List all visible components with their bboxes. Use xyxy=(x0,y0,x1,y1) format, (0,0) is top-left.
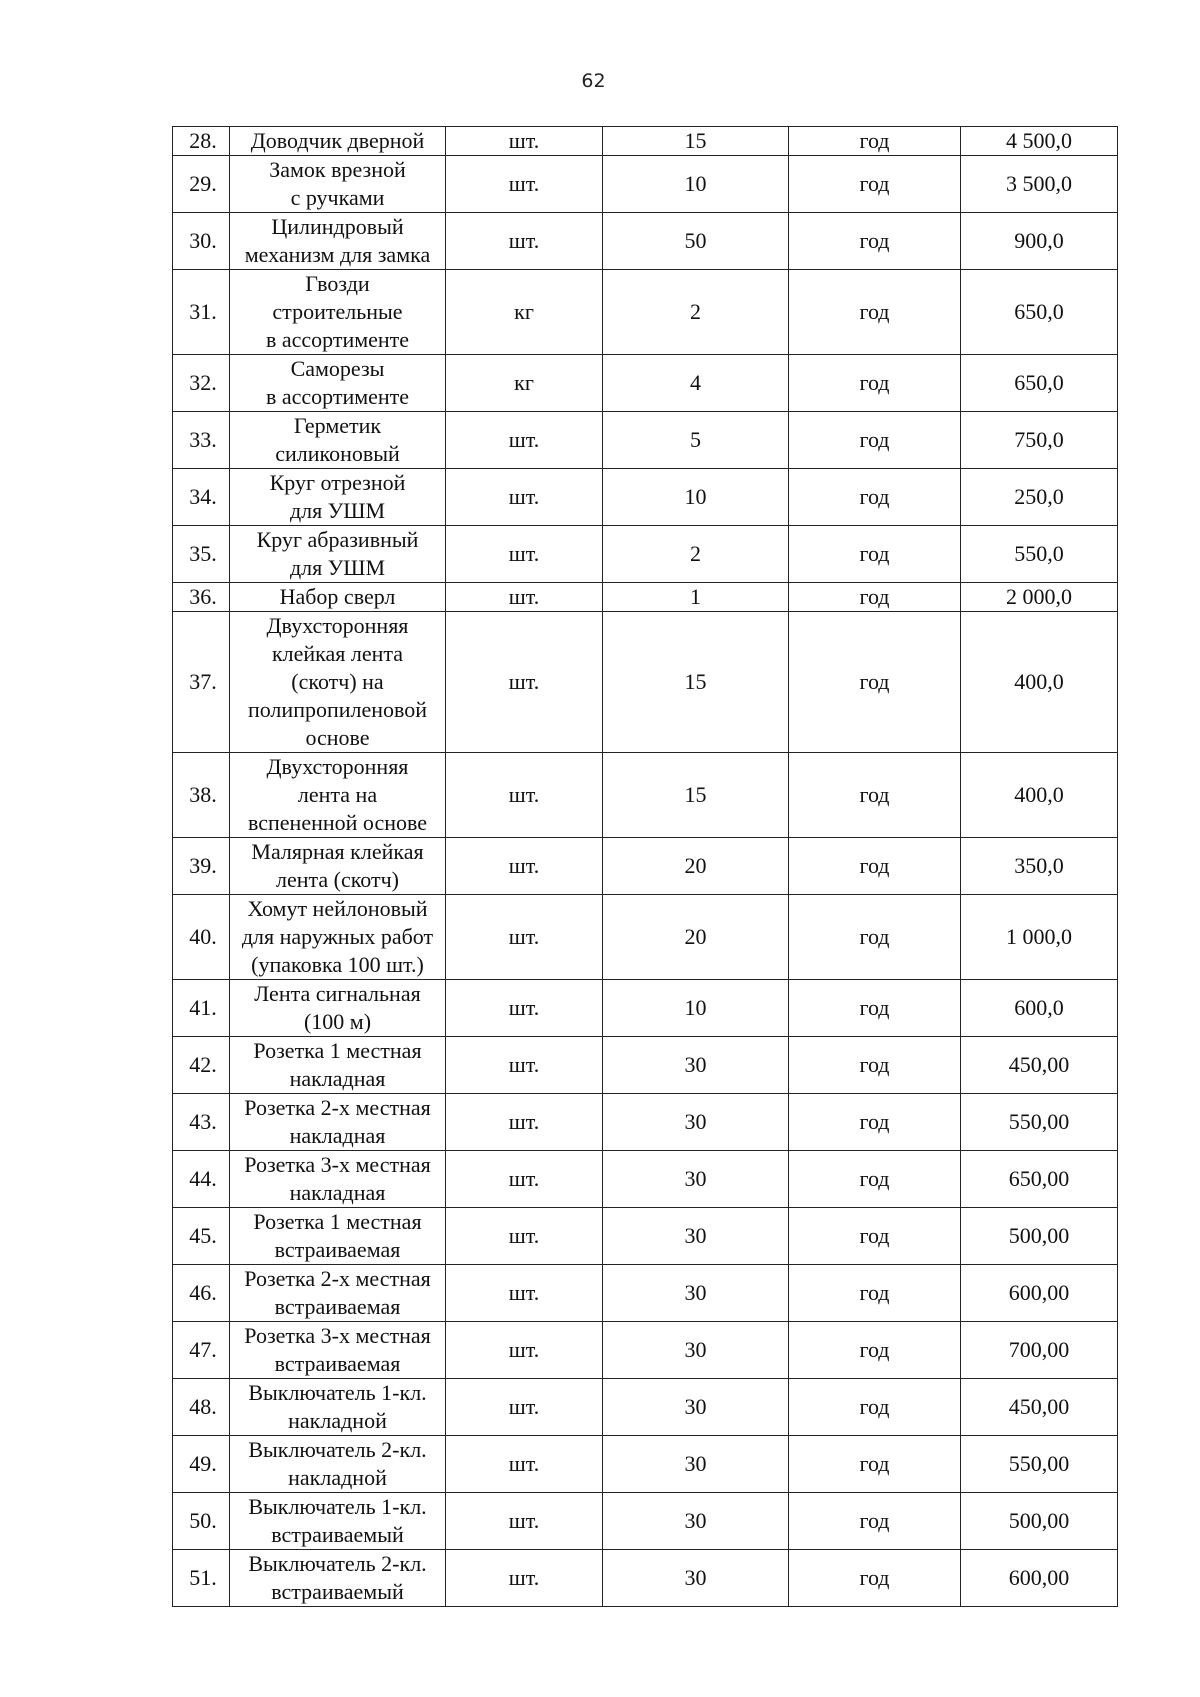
row-number-cell: 43. xyxy=(173,1094,230,1151)
row-number-cell: 42. xyxy=(173,1037,230,1094)
period-cell: год xyxy=(789,355,961,412)
unit-cell: шт. xyxy=(446,838,603,895)
item-name-cell: Малярная клейкая лента (скотч) xyxy=(230,838,446,895)
table-row xyxy=(173,895,1118,980)
row-number-cell: 47. xyxy=(173,1322,230,1379)
row-number-cell: 41. xyxy=(173,980,230,1037)
period-cell: год xyxy=(789,412,961,469)
quantity-cell: 30 xyxy=(603,1493,789,1550)
item-name-cell: Розетка 1 местная встраиваемая xyxy=(230,1208,446,1265)
quantity-cell: 30 xyxy=(603,1151,789,1208)
unit-cell: шт. xyxy=(446,213,603,270)
item-name-cell: Круг отрезной для УШМ xyxy=(230,469,446,526)
quantity-cell: 30 xyxy=(603,1550,789,1607)
period-cell: год xyxy=(789,1037,961,1094)
period-cell: год xyxy=(789,1208,961,1265)
table-row xyxy=(173,213,1118,270)
item-name-cell: Герметик силиконовый xyxy=(230,412,446,469)
table-row xyxy=(173,583,1118,612)
unit-cell: шт. xyxy=(446,583,603,612)
period-cell: год xyxy=(789,213,961,270)
period-cell: год xyxy=(789,1265,961,1322)
price-cell: 750,0 xyxy=(961,412,1118,469)
item-name-cell: Выключатель 2-кл. накладной xyxy=(230,1436,446,1493)
row-number-cell: 48. xyxy=(173,1379,230,1436)
item-name-cell: Розетка 2-х местная накладная xyxy=(230,1094,446,1151)
price-cell: 550,00 xyxy=(961,1094,1118,1151)
item-name-cell: Доводчик дверной xyxy=(230,127,446,156)
item-name-cell: Гвозди строительные в ассортименте xyxy=(230,270,446,355)
period-cell: год xyxy=(789,1493,961,1550)
price-cell: 600,00 xyxy=(961,1550,1118,1607)
quantity-cell: 10 xyxy=(603,156,789,213)
item-name-cell: Розетка 2-х местная встраиваемая xyxy=(230,1265,446,1322)
quantity-cell: 30 xyxy=(603,1265,789,1322)
quantity-cell: 15 xyxy=(603,612,789,753)
row-number-cell: 45. xyxy=(173,1208,230,1265)
quantity-cell: 30 xyxy=(603,1322,789,1379)
unit-cell: шт. xyxy=(446,1436,603,1493)
table-row xyxy=(173,1493,1118,1550)
price-cell: 400,0 xyxy=(961,753,1118,838)
price-cell: 450,00 xyxy=(961,1037,1118,1094)
item-name-cell: Выключатель 2-кл. встраиваемый xyxy=(230,1550,446,1607)
period-cell: год xyxy=(789,980,961,1037)
unit-cell: шт. xyxy=(446,1493,603,1550)
price-cell: 650,0 xyxy=(961,270,1118,355)
unit-cell: шт. xyxy=(446,1037,603,1094)
price-cell: 600,0 xyxy=(961,980,1118,1037)
item-name-cell: Замок врезной с ручками xyxy=(230,156,446,213)
price-cell: 500,00 xyxy=(961,1208,1118,1265)
price-cell: 3 500,0 xyxy=(961,156,1118,213)
period-cell: год xyxy=(789,1322,961,1379)
row-number-cell: 51. xyxy=(173,1550,230,1607)
table-row xyxy=(173,469,1118,526)
price-cell: 1 000,0 xyxy=(961,895,1118,980)
table-row xyxy=(173,526,1118,583)
unit-cell: шт. xyxy=(446,612,603,753)
quantity-cell: 30 xyxy=(603,1436,789,1493)
price-cell: 550,00 xyxy=(961,1436,1118,1493)
table-row xyxy=(173,838,1118,895)
period-cell: год xyxy=(789,469,961,526)
row-number-cell: 40. xyxy=(173,895,230,980)
period-cell: год xyxy=(789,270,961,355)
price-cell: 650,0 xyxy=(961,355,1118,412)
price-cell: 400,0 xyxy=(961,612,1118,753)
item-name-cell: Выключатель 1-кл. встраиваемый xyxy=(230,1493,446,1550)
row-number-cell: 30. xyxy=(173,213,230,270)
period-cell: год xyxy=(789,1094,961,1151)
item-name-cell: Двухсторонняя лента на вспененной основе xyxy=(230,753,446,838)
quantity-cell: 10 xyxy=(603,980,789,1037)
period-cell: год xyxy=(789,753,961,838)
unit-cell: шт. xyxy=(446,1322,603,1379)
page-number: 62 xyxy=(581,70,606,92)
period-cell: год xyxy=(789,612,961,753)
table-row xyxy=(173,980,1118,1037)
unit-cell: шт. xyxy=(446,156,603,213)
supplies-table xyxy=(172,126,1118,1607)
period-cell: год xyxy=(789,1436,961,1493)
quantity-cell: 30 xyxy=(603,1379,789,1436)
unit-cell: кг xyxy=(446,270,603,355)
item-name-cell: Круг абразивный для УШМ xyxy=(230,526,446,583)
unit-cell: кг xyxy=(446,355,603,412)
quantity-cell: 2 xyxy=(603,526,789,583)
period-cell: год xyxy=(789,1550,961,1607)
row-number-cell: 34. xyxy=(173,469,230,526)
item-name-cell: Набор сверл xyxy=(230,583,446,612)
period-cell: год xyxy=(789,1379,961,1436)
price-cell: 600,00 xyxy=(961,1265,1118,1322)
table-row xyxy=(173,1037,1118,1094)
row-number-cell: 32. xyxy=(173,355,230,412)
table-body xyxy=(173,127,1118,1607)
quantity-cell: 30 xyxy=(603,1037,789,1094)
item-name-cell: Хомут нейлоновый для наружных работ (упаковка 100 шт.) xyxy=(230,895,446,980)
quantity-cell: 50 xyxy=(603,213,789,270)
period-cell: год xyxy=(789,156,961,213)
row-number-cell: 49. xyxy=(173,1436,230,1493)
period-cell: год xyxy=(789,526,961,583)
item-name-cell: Розетка 3-х местная накладная xyxy=(230,1151,446,1208)
row-number-cell: 37. xyxy=(173,612,230,753)
table-row xyxy=(173,753,1118,838)
item-name-cell: Лента сигнальная (100 м) xyxy=(230,980,446,1037)
table-row xyxy=(173,1094,1118,1151)
price-cell: 250,0 xyxy=(961,469,1118,526)
row-number-cell: 31. xyxy=(173,270,230,355)
unit-cell: шт. xyxy=(446,1151,603,1208)
row-number-cell: 38. xyxy=(173,753,230,838)
quantity-cell: 30 xyxy=(603,1094,789,1151)
quantity-cell: 30 xyxy=(603,1208,789,1265)
row-number-cell: 50. xyxy=(173,1493,230,1550)
row-number-cell: 36. xyxy=(173,583,230,612)
period-cell: год xyxy=(789,583,961,612)
period-cell: год xyxy=(789,127,961,156)
price-cell: 650,00 xyxy=(961,1151,1118,1208)
table-row xyxy=(173,1379,1118,1436)
price-cell: 2 000,0 xyxy=(961,583,1118,612)
quantity-cell: 10 xyxy=(603,469,789,526)
quantity-cell: 20 xyxy=(603,838,789,895)
table-row xyxy=(173,612,1118,753)
row-number-cell: 35. xyxy=(173,526,230,583)
table-row xyxy=(173,412,1118,469)
row-number-cell: 29. xyxy=(173,156,230,213)
unit-cell: шт. xyxy=(446,895,603,980)
row-number-cell: 44. xyxy=(173,1151,230,1208)
unit-cell: шт. xyxy=(446,1379,603,1436)
table-row xyxy=(173,1322,1118,1379)
quantity-cell: 5 xyxy=(603,412,789,469)
quantity-cell: 15 xyxy=(603,753,789,838)
unit-cell: шт. xyxy=(446,753,603,838)
quantity-cell: 2 xyxy=(603,270,789,355)
item-name-cell: Саморезы в ассортименте xyxy=(230,355,446,412)
table-row xyxy=(173,1208,1118,1265)
price-cell: 550,0 xyxy=(961,526,1118,583)
item-name-cell: Розетка 3-х местная встраиваемая xyxy=(230,1322,446,1379)
row-number-cell: 46. xyxy=(173,1265,230,1322)
quantity-cell: 4 xyxy=(603,355,789,412)
quantity-cell: 20 xyxy=(603,895,789,980)
table-row xyxy=(173,1151,1118,1208)
item-name-cell: Двухсторонняя клейкая лента (скотч) на полипропиленовой основе xyxy=(230,612,446,753)
unit-cell: шт. xyxy=(446,1208,603,1265)
period-cell: год xyxy=(789,1151,961,1208)
price-cell: 350,0 xyxy=(961,838,1118,895)
unit-cell: шт. xyxy=(446,526,603,583)
table-row xyxy=(173,156,1118,213)
price-cell: 4 500,0 xyxy=(961,127,1118,156)
row-number-cell: 33. xyxy=(173,412,230,469)
price-cell: 700,00 xyxy=(961,1322,1118,1379)
unit-cell: шт. xyxy=(446,127,603,156)
item-name-cell: Выключатель 1-кл. накладной xyxy=(230,1379,446,1436)
quantity-cell: 15 xyxy=(603,127,789,156)
unit-cell: шт. xyxy=(446,1265,603,1322)
period-cell: год xyxy=(789,895,961,980)
table-row xyxy=(173,1436,1118,1493)
unit-cell: шт. xyxy=(446,980,603,1037)
unit-cell: шт. xyxy=(446,1094,603,1151)
table-row xyxy=(173,1550,1118,1607)
unit-cell: шт. xyxy=(446,412,603,469)
unit-cell: шт. xyxy=(446,469,603,526)
price-cell: 500,00 xyxy=(961,1493,1118,1550)
period-cell: год xyxy=(789,838,961,895)
price-cell: 900,0 xyxy=(961,213,1118,270)
row-number-cell: 28. xyxy=(173,127,230,156)
table-row xyxy=(173,355,1118,412)
table-row xyxy=(173,270,1118,355)
quantity-cell: 1 xyxy=(603,583,789,612)
table-row xyxy=(173,127,1118,156)
item-name-cell: Розетка 1 местная накладная xyxy=(230,1037,446,1094)
item-name-cell: Цилиндровый механизм для замка xyxy=(230,213,446,270)
table-row xyxy=(173,1265,1118,1322)
row-number-cell: 39. xyxy=(173,838,230,895)
unit-cell: шт. xyxy=(446,1550,603,1607)
price-cell: 450,00 xyxy=(961,1379,1118,1436)
